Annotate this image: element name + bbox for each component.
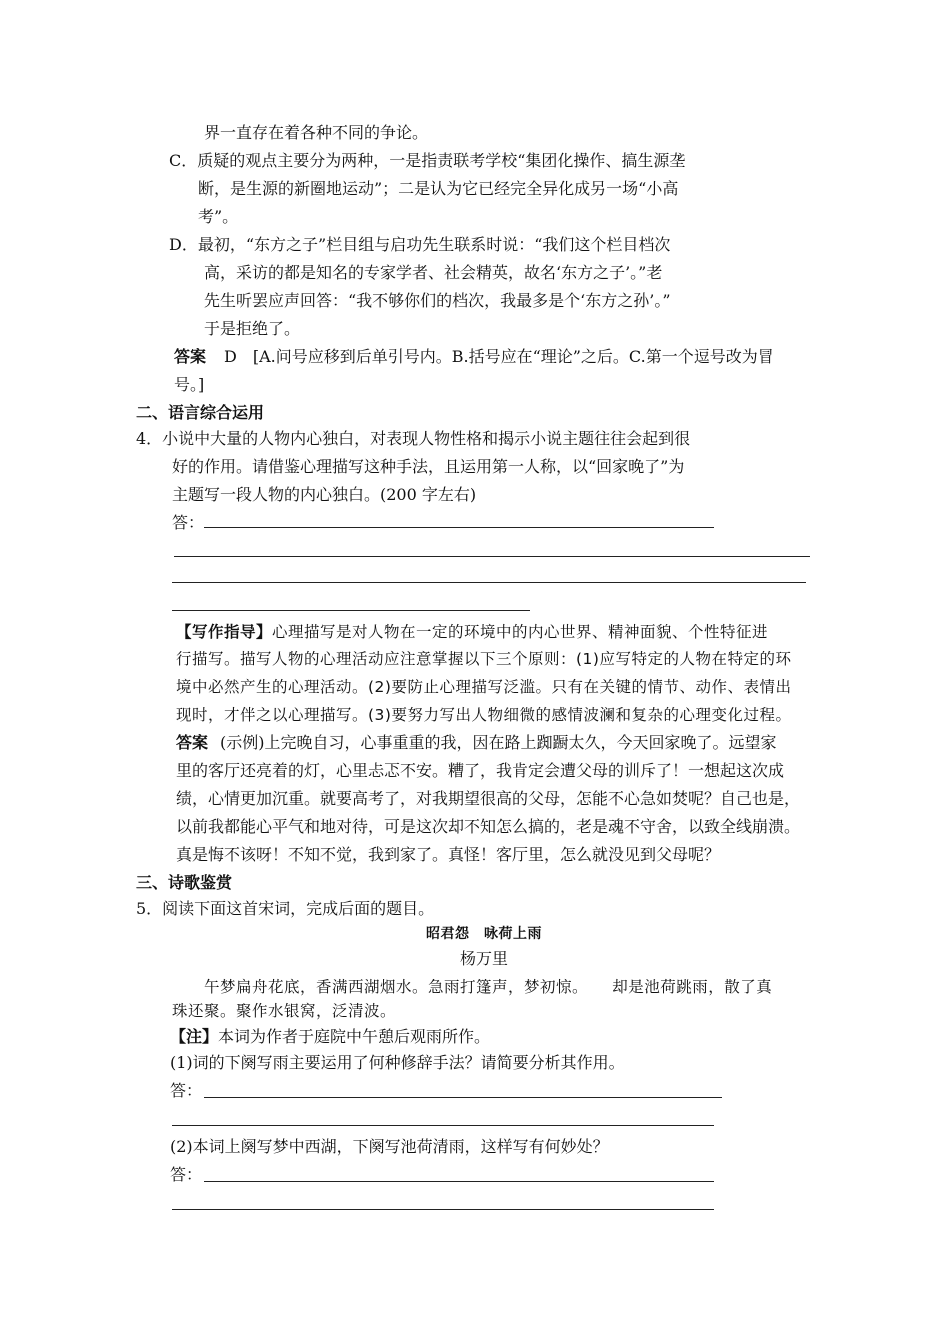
q3-answer-label: 答案 [174, 347, 207, 366]
q5-sub2-answer-blank-2[interactable] [172, 1209, 714, 1210]
q4-sample-answer-line1 [176, 732, 777, 754]
q5-sub2-answer-prefix: 答： [170, 1165, 203, 1184]
q4-line1: 4．小说中大量的人物内心独白，对表现人物性格和揭示小说主题往往会起到很 [136, 429, 691, 448]
q4-answer-text: (示例)上完晚自习，心事重重的我，因在路上踟蹰太久，今天回家晚了。远望家 [220, 733, 777, 752]
q3-option-b-end: 界一直存在着各种不同的争论。 [204, 123, 429, 142]
poem-note [170, 1026, 490, 1048]
q3-option-d-line2: 高，采访的都是知名的专家学者、社会精英，故名‘东方之子’。”老 [204, 263, 663, 282]
q3-answer-line1 [174, 346, 774, 368]
writing-guide-line4: 现时，才伴之以心理描写。(3)要努力写出人物细微的感情波澜和复杂的心理变化过程。 [176, 706, 792, 724]
q5-sub1-answer-prefix: 答： [170, 1081, 203, 1100]
poem-note-text: 本词为作者于庭院中午憩后观雨所作。 [218, 1027, 491, 1046]
q4-sample-answer-line3: 绩，心情更加沉重。就要高考了，对我期望很高的父母，怎能不心急如焚呢？自己也是， [176, 789, 801, 808]
q4-answer-blank-3[interactable] [172, 582, 806, 583]
q5-sub1-answer-blank-1[interactable] [204, 1097, 722, 1098]
section3-heading: 三、诗歌鉴赏 [136, 873, 233, 892]
poem-note-label: 【注】 [170, 1027, 219, 1046]
q4-sample-answer-line4: 以前我都能心平气和地对待，可是这次却不知怎么搞的，老是魂不守舍，以致全线崩溃。 [176, 817, 801, 836]
writing-guide-text: 心理描写是对人物在一定的环境中的内心世界、精神面貌、个性特征进 [272, 623, 769, 641]
q3-option-c-line1: C．质疑的观点主要分为两种，一是指责联考学校“集团化操作、搞生源垄 [169, 151, 686, 170]
q3-answer-text: D [A.问号应移到后单引号内。B.括号应在“理论”之后。C.第一个逗号改为冒 [224, 347, 774, 366]
poem-line2: 珠还聚。聚作水银窝，泛清波。 [172, 1002, 397, 1020]
q4-answer-prefix: 答： [172, 513, 205, 532]
poem-title: 昭君怨 咏荷上雨 [426, 926, 542, 942]
q3-option-c-line2: 断，是生源的新圈地运动”；二是认为它已经完全异化成另一场“小高 [198, 179, 679, 198]
q5-sub1: (1)词的下阕写雨主要运用了何种修辞手法？请简要分析其作用。 [170, 1053, 625, 1072]
q3-option-c-line3: 考”。 [198, 207, 239, 226]
writing-guide-line2: 行描写。描写人物的心理活动应注意掌握以下三个原则：(1)应写特定的人物在特定的环 [176, 650, 792, 668]
q3-option-d-line1: D．最初，“东方之子”栏目组与启功先生联系时说：“我们这个栏目档次 [169, 235, 671, 254]
q5-sub1-answer-blank-2[interactable] [172, 1125, 714, 1126]
q3-option-d-line3: 先生听罢应声回答：“我不够你们的档次，我最多是个‘东方之孙’。” [204, 291, 671, 310]
writing-guide-line1 [176, 621, 768, 643]
q5-sub2: (2)本词上阕写梦中西湖，下阕写池荷清雨，这样写有何妙处？ [170, 1137, 609, 1156]
section2-heading: 二、语言综合运用 [136, 403, 265, 422]
q4-line3: 主题写一段人物的内心独白。(200 字左右) [172, 485, 477, 504]
q4-sample-answer-line5: 真是悔不该呀！不知不觉，我到家了。真怪！客厅里，怎么就没见到父母呢？ [176, 845, 721, 864]
q3-option-d-line4: 于是拒绝了。 [204, 319, 301, 338]
poem-author: 杨万里 [459, 949, 508, 968]
q4-answer-label: 答案 [176, 733, 209, 752]
writing-guide-line3: 境中必然产生的心理活动。(2)要防止心理描写泛滥。只有在关键的情节、动作、表情出 [176, 678, 792, 696]
q5-prompt: 5．阅读下面这首宋词，完成后面的题目。 [136, 899, 435, 918]
q4-line2: 好的作用。请借鉴心理描写这种手法，且运用第一人称，以“回家晚了”为 [172, 457, 685, 476]
q4-answer-blank-4[interactable] [172, 610, 530, 611]
q4-answer-blank-2[interactable] [174, 556, 810, 557]
q5-sub2-answer-blank-1[interactable] [204, 1181, 714, 1182]
q3-answer-line2: 号。] [174, 375, 205, 394]
q4-answer-blank-1[interactable] [204, 527, 714, 528]
writing-guide-label: 【写作指导】 [176, 623, 273, 641]
q4-sample-answer-line2: 里的客厅还亮着的灯，心里忐忑不安。糟了，我肯定会遭父母的训斥了！一想起这次成 [176, 761, 785, 780]
poem-line1: 午梦扁舟花底，香满西湖烟水。急雨打篷声，梦初惊。 却是池荷跳雨，散了真 [204, 978, 773, 996]
